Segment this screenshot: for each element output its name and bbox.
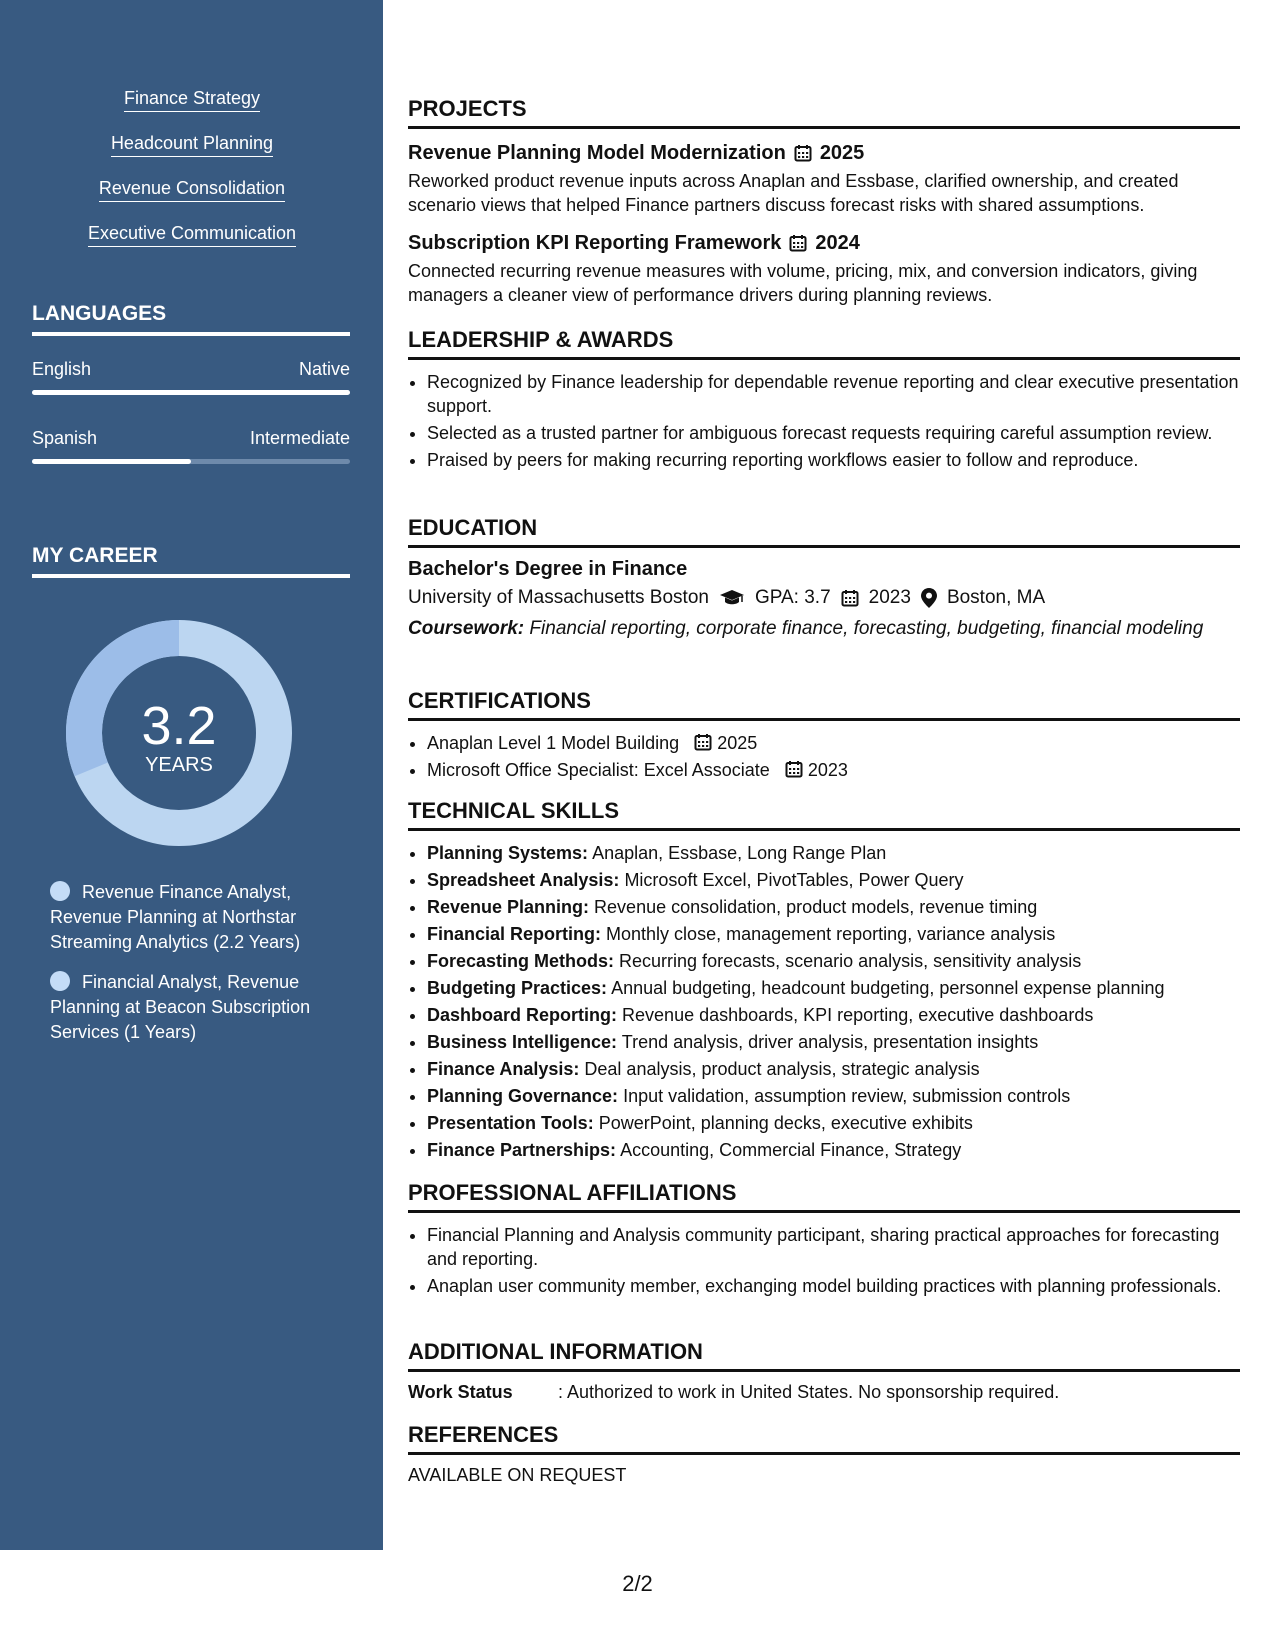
skill-row — [427, 868, 1240, 893]
skill-row — [427, 1003, 1240, 1028]
skill-category: Finance Analysis: — [427, 1059, 580, 1079]
career-item-text: Revenue Finance Analyst, Revenue Planning at Northstar Streaming Analytics (2.2 Years) — [50, 882, 301, 952]
career-dot-icon — [50, 881, 70, 901]
education-section — [408, 515, 1240, 641]
skill-category: Presentation Tools: — [427, 1113, 594, 1133]
projects-section — [408, 96, 1240, 319]
language-spanish — [32, 428, 350, 464]
language-proficiency-fill — [32, 459, 191, 464]
section-heading: PROFESSIONAL AFFILIATIONS — [408, 1180, 1240, 1213]
skill-item — [32, 223, 352, 254]
skill-item — [32, 133, 352, 164]
skill-row — [427, 949, 1240, 974]
skill-category: Planning Systems: — [427, 843, 589, 863]
section-heading: ADDITIONAL INFORMATION — [408, 1339, 1240, 1372]
project-description: Connected recurring revenue measures with volume, pricing, mix, and conversion indicators, giving managers a cleaner view of performance drivers during planning reviews. — [408, 261, 1198, 305]
career-list — [50, 880, 340, 1060]
skill-category: Finance Partnerships: — [427, 1140, 617, 1160]
skill-label: Headcount Planning — [111, 133, 273, 157]
language-proficiency-fill — [32, 390, 350, 395]
project-year: 2024 — [815, 231, 860, 254]
skill-values: Microsoft Excel, PivotTables, Power Query — [624, 870, 964, 890]
section-heading: PROJECTS — [408, 96, 1240, 129]
skill-row — [427, 1111, 1240, 1136]
skill-values: Anaplan, Essbase, Long Range Plan — [592, 843, 887, 863]
skill-category: Revenue Planning: — [427, 897, 590, 917]
language-english — [32, 359, 350, 395]
skill-category: Planning Governance: — [427, 1086, 619, 1106]
gpa: GPA: 3.7 — [754, 587, 831, 608]
career-years-unit: YEARS — [145, 754, 213, 776]
coursework-label: Coursework: — [408, 618, 525, 639]
project-description: Reworked product revenue inputs across Anaplan and Essbase, clarified ownership, and created scenario views that helped Finance partners discuss forecast risks with shared assumptions. — [408, 171, 1179, 215]
skill-row — [427, 1030, 1240, 1055]
leadership-section — [408, 327, 1240, 475]
project-title-row — [408, 139, 1240, 167]
career-item-text: Financial Analyst, Revenue Planning at Beacon Subscription Services (1 Years) — [50, 972, 311, 1042]
skill-item — [32, 88, 352, 119]
skill-values: Revenue dashboards, KPI reporting, executive dashboards — [622, 1005, 1094, 1025]
skill-values: PowerPoint, planning decks, executive exhibits — [598, 1113, 973, 1133]
skill-row — [427, 895, 1240, 920]
calendar-icon — [789, 234, 807, 252]
skill-row — [427, 1057, 1240, 1082]
section-heading: CERTIFICATIONS — [408, 688, 1240, 721]
list-item: • Praised by peers for making recurring reporting workflows easier to follow and reproduce. — [427, 448, 1240, 472]
list-item — [427, 731, 1240, 755]
calendar-icon — [785, 760, 803, 778]
career-item — [50, 880, 340, 955]
project-title: Revenue Planning Model Modernization — [408, 141, 786, 164]
affiliations-list — [408, 1223, 1240, 1298]
language-proficiency-bar — [32, 390, 350, 395]
certification-year: 2025 — [717, 733, 758, 753]
language-proficiency-bar — [32, 459, 350, 464]
graduation-year: 2023 — [868, 587, 911, 608]
skill-row — [427, 922, 1240, 947]
project-title: Subscription KPI Reporting Framework — [408, 231, 782, 254]
work-status-row — [408, 1382, 1240, 1403]
skill-category: Forecasting Methods: — [427, 951, 615, 971]
section-heading: EDUCATION — [408, 515, 1240, 548]
certifications-section — [408, 688, 1240, 785]
technical-skills-section — [408, 798, 1240, 1165]
career-donut-chart — [66, 620, 292, 846]
project-year: 2025 — [819, 141, 865, 164]
sidebar — [0, 0, 383, 1550]
skill-row — [427, 1084, 1240, 1109]
skills-list — [32, 88, 352, 268]
skill-category: Financial Reporting: — [427, 924, 602, 944]
certifications-list — [408, 731, 1240, 782]
calendar-icon — [694, 733, 712, 751]
skill-values: Deal analysis, product analysis, strategic analysis — [584, 1059, 980, 1079]
language-level: Intermediate — [249, 428, 350, 448]
affiliations-section — [408, 1180, 1240, 1301]
work-status-value: : Authorized to work in United States. No sponsorship required. — [558, 1382, 1060, 1402]
certification-year: 2023 — [807, 760, 848, 780]
career-item — [50, 970, 340, 1045]
technical-skills-list — [408, 841, 1240, 1163]
career-total-years: 3.2 — [141, 696, 217, 756]
additional-info-section — [408, 1339, 1240, 1403]
section-heading: REFERENCES — [408, 1422, 1240, 1455]
skill-row — [427, 841, 1240, 866]
language-name: Spanish — [32, 428, 98, 448]
location-pin-icon — [921, 588, 937, 608]
language-level: Native — [298, 359, 350, 379]
skill-values: Revenue consolidation, product models, revenue timing — [594, 897, 1038, 917]
skill-category: Dashboard Reporting: — [427, 1005, 618, 1025]
skill-label: Finance Strategy — [124, 88, 260, 112]
career-dot-icon — [50, 971, 70, 991]
skill-item — [32, 178, 352, 209]
list-item: • Anaplan user community member, exchanging model building practices with planning professionals. — [427, 1274, 1240, 1298]
coursework-text: Financial reporting, corporate finance, forecasting, budgeting, financial modeling — [529, 618, 1204, 639]
work-status-label: Work Status — [408, 1382, 513, 1402]
languages-heading: LANGUAGES — [32, 302, 350, 336]
degree-title: Bachelor's Degree in Finance — [408, 558, 688, 580]
list-item — [427, 758, 1240, 782]
skill-values: Trend analysis, driver analysis, presentation insights — [621, 1032, 1039, 1052]
graduation-cap-icon — [719, 589, 745, 607]
skill-values: Input validation, assumption review, submission controls — [623, 1086, 1071, 1106]
skill-category: Budgeting Practices: — [427, 978, 608, 998]
skill-values: Accounting, Commercial Finance, Strategy — [620, 1140, 962, 1160]
skill-category: Business Intelligence: — [427, 1032, 618, 1052]
skill-label: Executive Communication — [88, 223, 296, 247]
school-name: University of Massachusetts Boston — [408, 587, 709, 608]
skill-row — [427, 976, 1240, 1001]
section-heading: TECHNICAL SKILLS — [408, 798, 1240, 831]
skill-label: Revenue Consolidation — [99, 178, 285, 202]
coursework — [408, 617, 1240, 641]
skill-values: Recurring forecasts, scenario analysis, sensitivity analysis — [619, 951, 1082, 971]
references-text: AVAILABLE ON REQUEST — [408, 1465, 627, 1485]
section-heading: LEADERSHIP & AWARDS — [408, 327, 1240, 360]
career-heading: MY CAREER — [32, 544, 350, 578]
education-details — [408, 587, 1240, 609]
calendar-icon — [794, 144, 812, 162]
language-name: English — [32, 359, 92, 379]
skill-values: Annual budgeting, headcount budgeting, personnel expense planning — [611, 978, 1165, 998]
skill-values: Monthly close, management reporting, variance analysis — [606, 924, 1056, 944]
calendar-icon — [841, 589, 859, 607]
skill-row — [427, 1138, 1240, 1163]
skill-category: Spreadsheet Analysis: — [427, 870, 620, 890]
location: Boston, MA — [946, 587, 1046, 608]
list-item: • Financial Planning and Analysis community participant, sharing practical approaches for forecasting and reporting. — [427, 1223, 1240, 1271]
list-item: • Recognized by Finance leadership for dependable revenue reporting and clear executive presentation support. — [427, 370, 1240, 418]
project-title-row — [408, 229, 1240, 257]
list-item: • Selected as a trusted partner for ambiguous forecast requests requiring careful assumption review. — [427, 421, 1240, 445]
leadership-list — [408, 370, 1240, 472]
certification-name: Anaplan Level 1 Model Building — [427, 733, 680, 753]
references-section — [408, 1422, 1240, 1486]
page-number: 2/2 — [622, 1571, 653, 1596]
certification-name: Microsoft Office Specialist: Excel Associate — [427, 760, 770, 780]
